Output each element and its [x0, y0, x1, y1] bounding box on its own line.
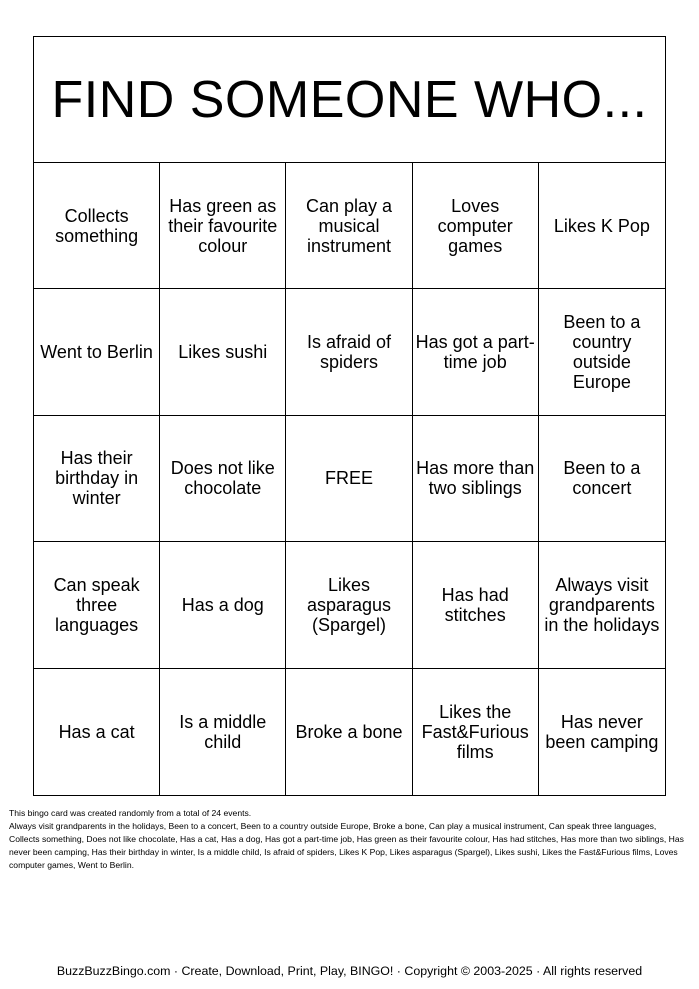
- bingo-cell: Does not like chocolate: [160, 416, 286, 542]
- page-footer: BuzzBuzzBingo.com · Create, Download, Print, Play, BINGO! · Copyright © 2003-2025 · All rights reserved: [56, 964, 643, 978]
- bingo-cell: Likes asparagus (Spargel): [286, 542, 412, 668]
- bingo-cell: Has got a part-time job: [413, 289, 539, 415]
- bingo-cell: Has more than two siblings: [413, 416, 539, 542]
- bingo-cell: Always visit grandparents in the holidays: [539, 542, 665, 668]
- note-event-list: Always visit grandparents in the holidays, Been to a concert, Been to a country outside Europe, Broke a bone, Can play a musical instrument, Can speak three languages, Collects something, Does not like chocolate, Has a cat, Has a dog, Has got a part-time job, Has green as their favourite colour, Has had stitches, Has more than two siblings, Has never been camping, Has their birthday in winter, Is a middle child, Is afraid of spiders, Likes K Pop, Likes asparagus (Spargel), Likes sushi, Likes the Fast&Furious films, Loves computer games, Went to Berlin.: [9, 821, 684, 870]
- bingo-cell: Has had stitches: [413, 542, 539, 668]
- bingo-cell: Has never been camping: [545, 711, 659, 752]
- bingo-cell: Is afraid of spiders: [286, 289, 412, 415]
- bingo-cell: Broke a bone: [286, 669, 412, 795]
- bingo-cell: Can speak three languages: [34, 542, 160, 668]
- bingo-cell: Collects something: [34, 163, 160, 289]
- bingo-cell: Likes sushi: [160, 289, 286, 415]
- bingo-cell: Has green as their favourite colour: [160, 163, 286, 289]
- bingo-cell: Went to Berlin: [34, 289, 160, 415]
- bingo-cell: Has their birthday in winter: [34, 416, 160, 542]
- bingo-card: [33, 36, 666, 796]
- bingo-cell: Loves computer games: [413, 163, 539, 289]
- bingo-cell: Has a dog: [160, 542, 286, 668]
- bingo-cell: Been to a country outside Europe: [539, 289, 665, 415]
- bingo-grid: [34, 163, 665, 795]
- bingo-cell: Likes K Pop: [539, 163, 665, 289]
- bingo-cell: Can play a musical instrument: [286, 163, 412, 289]
- bingo-cell: Been to a concert: [539, 416, 665, 542]
- card-title: FIND SOMEONE WHO...: [34, 37, 665, 163]
- note-summary: This bingo card was created randomly from a total of 24 events.: [9, 808, 252, 818]
- bingo-cell: Is a middle child: [160, 669, 286, 795]
- bingo-cell: Has a cat: [34, 669, 160, 795]
- bingo-cell: Likes the Fast&Furious films: [413, 669, 539, 795]
- free-space-cell: FREE: [286, 416, 412, 542]
- card-note: [9, 807, 685, 872]
